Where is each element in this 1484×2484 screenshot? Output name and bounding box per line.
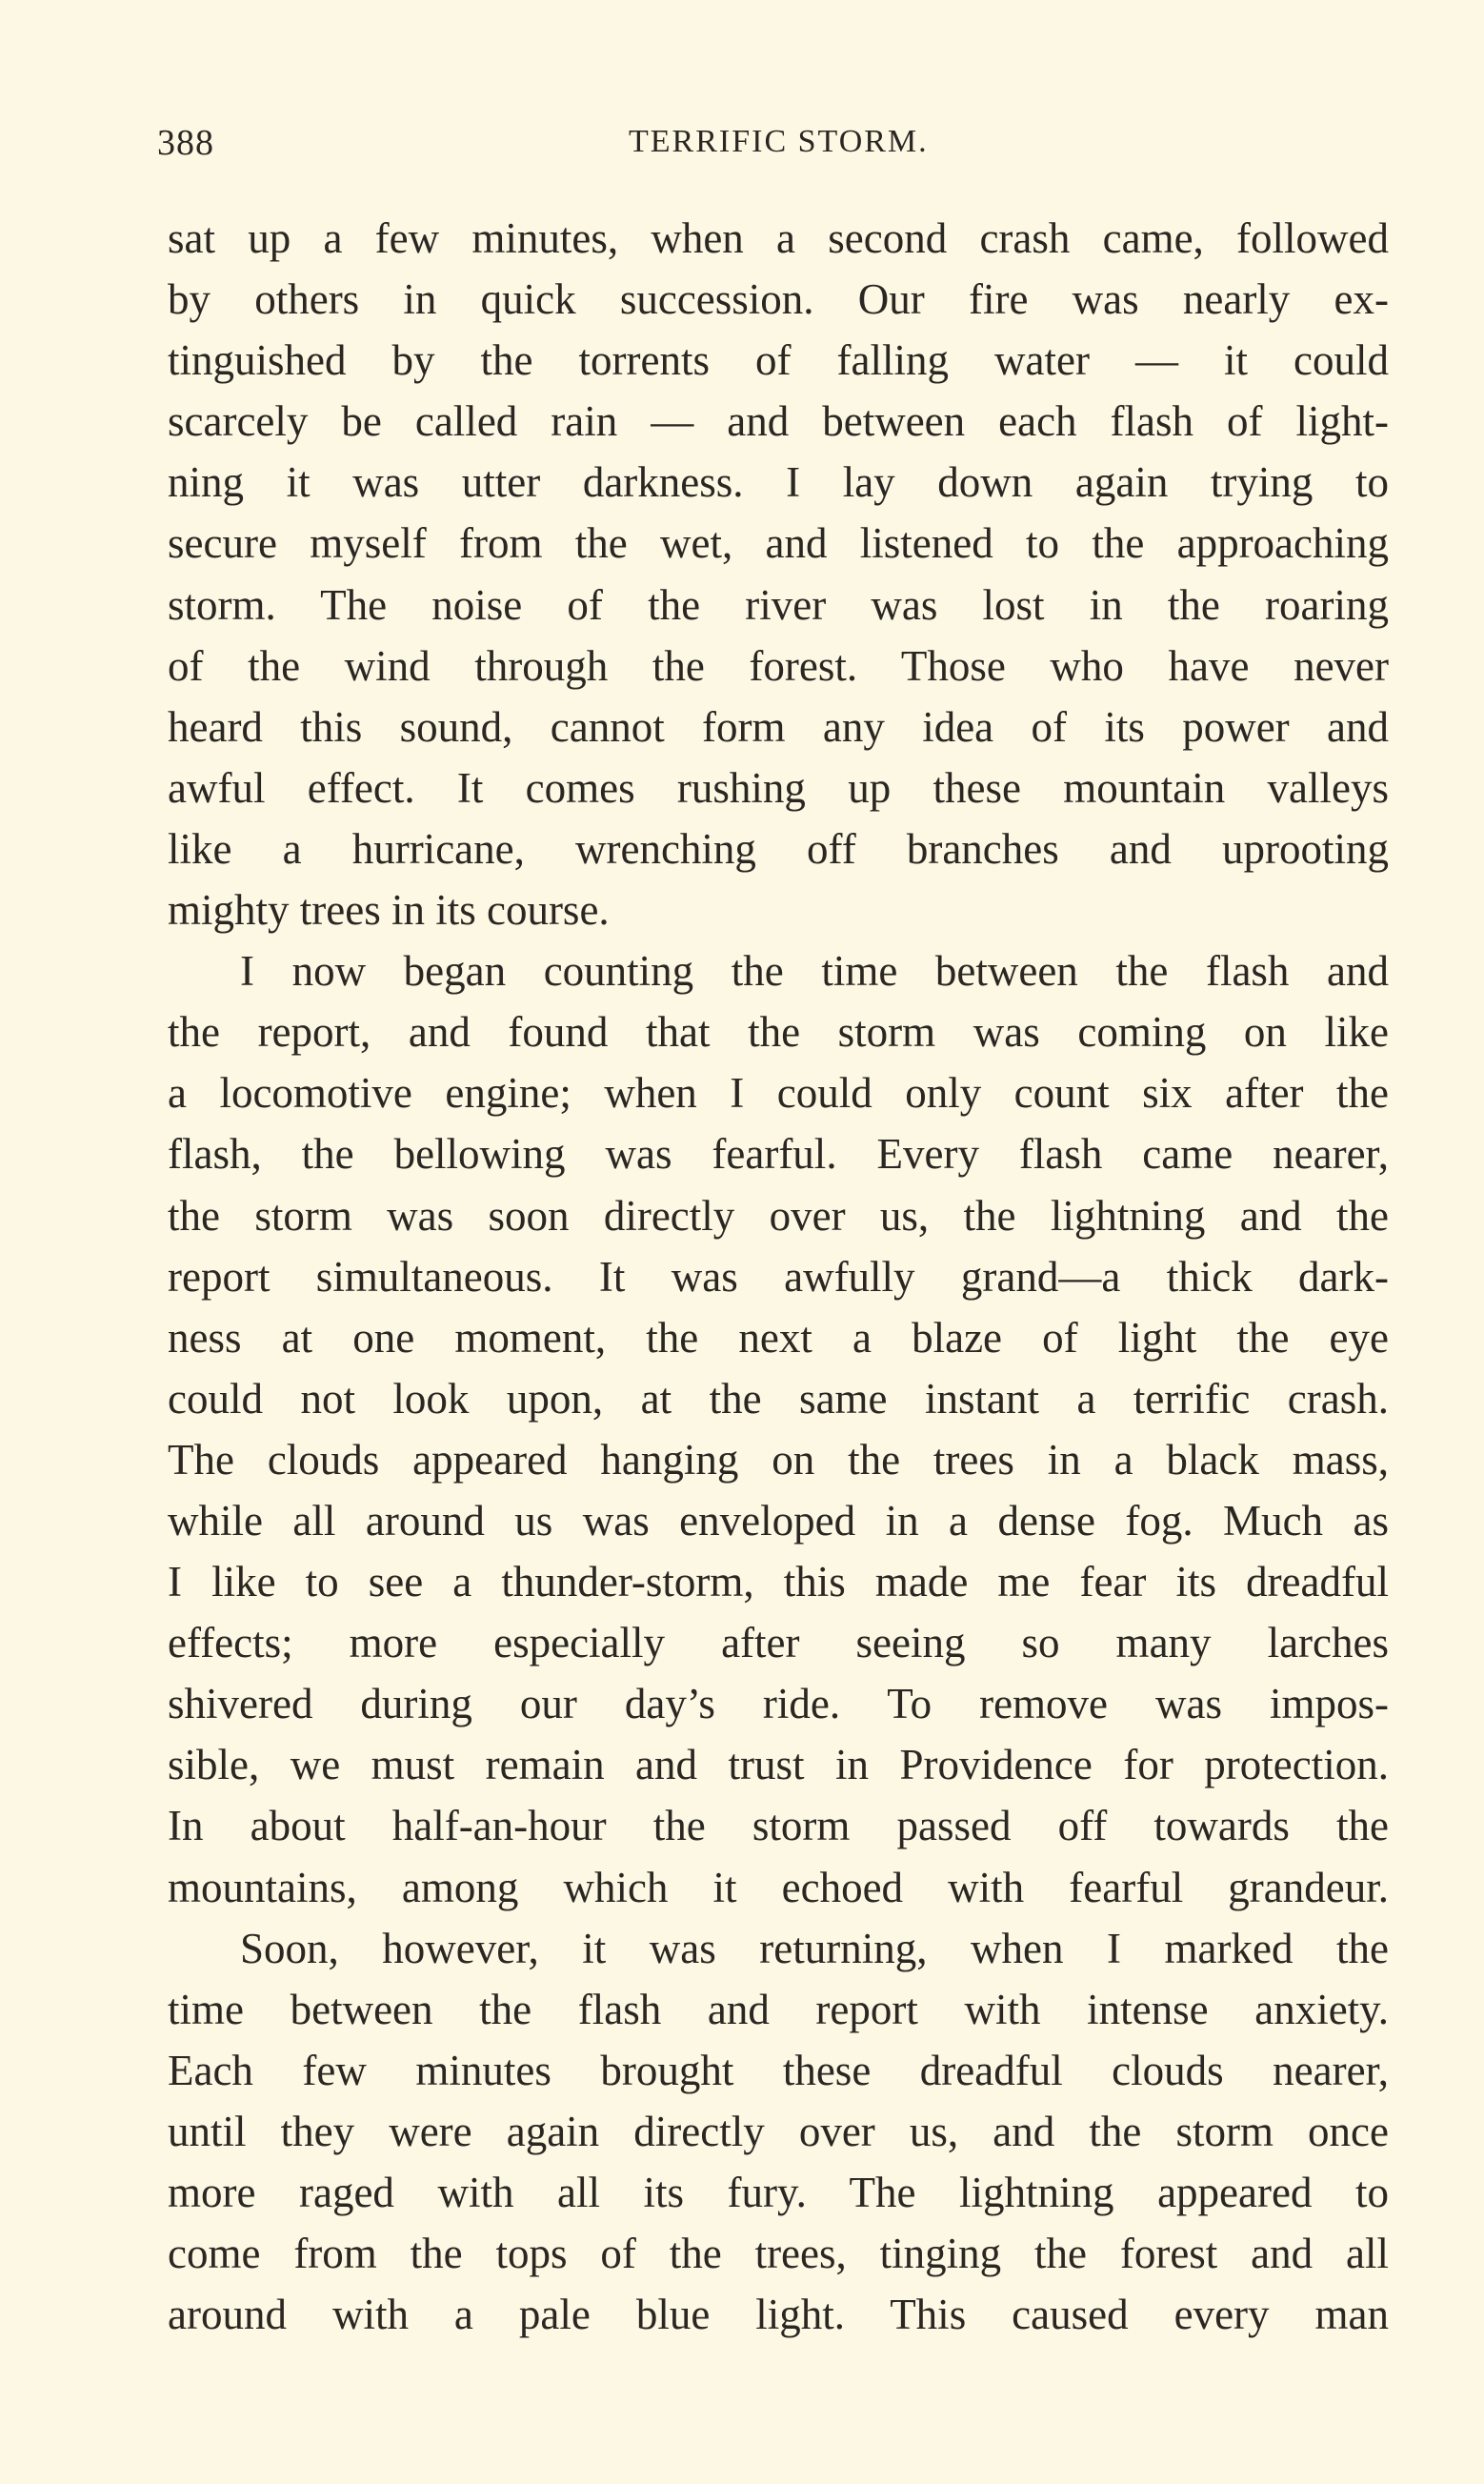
running-title: TERRIFIC STORM. (629, 124, 929, 159)
text-line: the report, and found that the storm was coming on like (168, 1008, 1389, 1057)
text-line: a locomotive engine; when I could only count six after the (168, 1069, 1389, 1118)
text-line: In about half-an-hour the storm passed off towards the (168, 1802, 1389, 1850)
text-line: sible, we must remain and trust in Providence for protection. (168, 1741, 1389, 1789)
text-line: sat up a few minutes, when a second crash came, followed (168, 214, 1389, 262)
text-line: tinguished by the torrents of falling water — it could (168, 336, 1389, 385)
text-line: while all around us was enveloped in a dense fog. Much as (168, 1496, 1389, 1545)
text-line: could not look upon, at the same instant a terrific crash. (168, 1374, 1389, 1423)
text-line: by others in quick succession. Our fire was nearly ex- (168, 275, 1389, 324)
text-line: of the wind through the forest. Those who have never (168, 641, 1389, 690)
text-line: Each few minutes brought these dreadful clouds nearer, (168, 2046, 1389, 2094)
text-line: effects; more especially after seeing so many larches (168, 1619, 1389, 1667)
text-line: secure myself from the wet, and listened to the approaching (168, 519, 1389, 568)
page-number: 388 (157, 123, 214, 163)
text-line: storm. The noise of the river was lost in the roaring (168, 580, 1389, 629)
text-line: around with a pale blue light. This caused every man (168, 2291, 1389, 2339)
text-line: awful effect. It comes rushing up these mountain valleys (168, 763, 1389, 812)
text-line: more raged with all its fury. The lightning appeared to (168, 2169, 1389, 2216)
text-line: Soon, however, it was returning, when I marked the (240, 1924, 1389, 1972)
text-line: until they were again directly over us, and the storm once (168, 2107, 1389, 2155)
text-line: report simultaneous. It was awfully grand—a thick dark- (168, 1252, 1389, 1301)
text-line: mighty trees in its course. (168, 886, 610, 935)
text-line: mountains, among which it echoed with fearful grandeur. (168, 1863, 1389, 1911)
body-text (168, 208, 1389, 2345)
text-line: ness at one moment, the next a blaze of light the eye (168, 1313, 1389, 1362)
text-line: The clouds appeared hanging on the trees in a black mass, (168, 1435, 1389, 1484)
text-line: heard this sound, cannot form any idea of its power and (168, 702, 1389, 751)
text-line: like a hurricane, wrenching off branches and uprooting (168, 824, 1389, 873)
text-line: ning it was utter darkness. I lay down again trying to (168, 458, 1389, 507)
text-line: I like to see a thunder-storm, this made me fear its dreadful (168, 1558, 1389, 1606)
text-line: scarcely be called rain — and between each flash of light- (168, 397, 1389, 446)
text-line: come from the tops of the trees, tinging the forest and all (168, 2230, 1389, 2278)
text-line: shivered during our day’s ride. To remove was impos- (168, 1680, 1389, 1728)
text-line: flash, the bellowing was fearful. Every flash came nearer, (168, 1130, 1389, 1179)
text-line: the storm was soon directly over us, the lightning and the (168, 1191, 1389, 1240)
text-line: I now began counting the time between the flash and (240, 947, 1389, 996)
text-line: time between the flash and report with intense anxiety. (168, 1985, 1389, 2033)
